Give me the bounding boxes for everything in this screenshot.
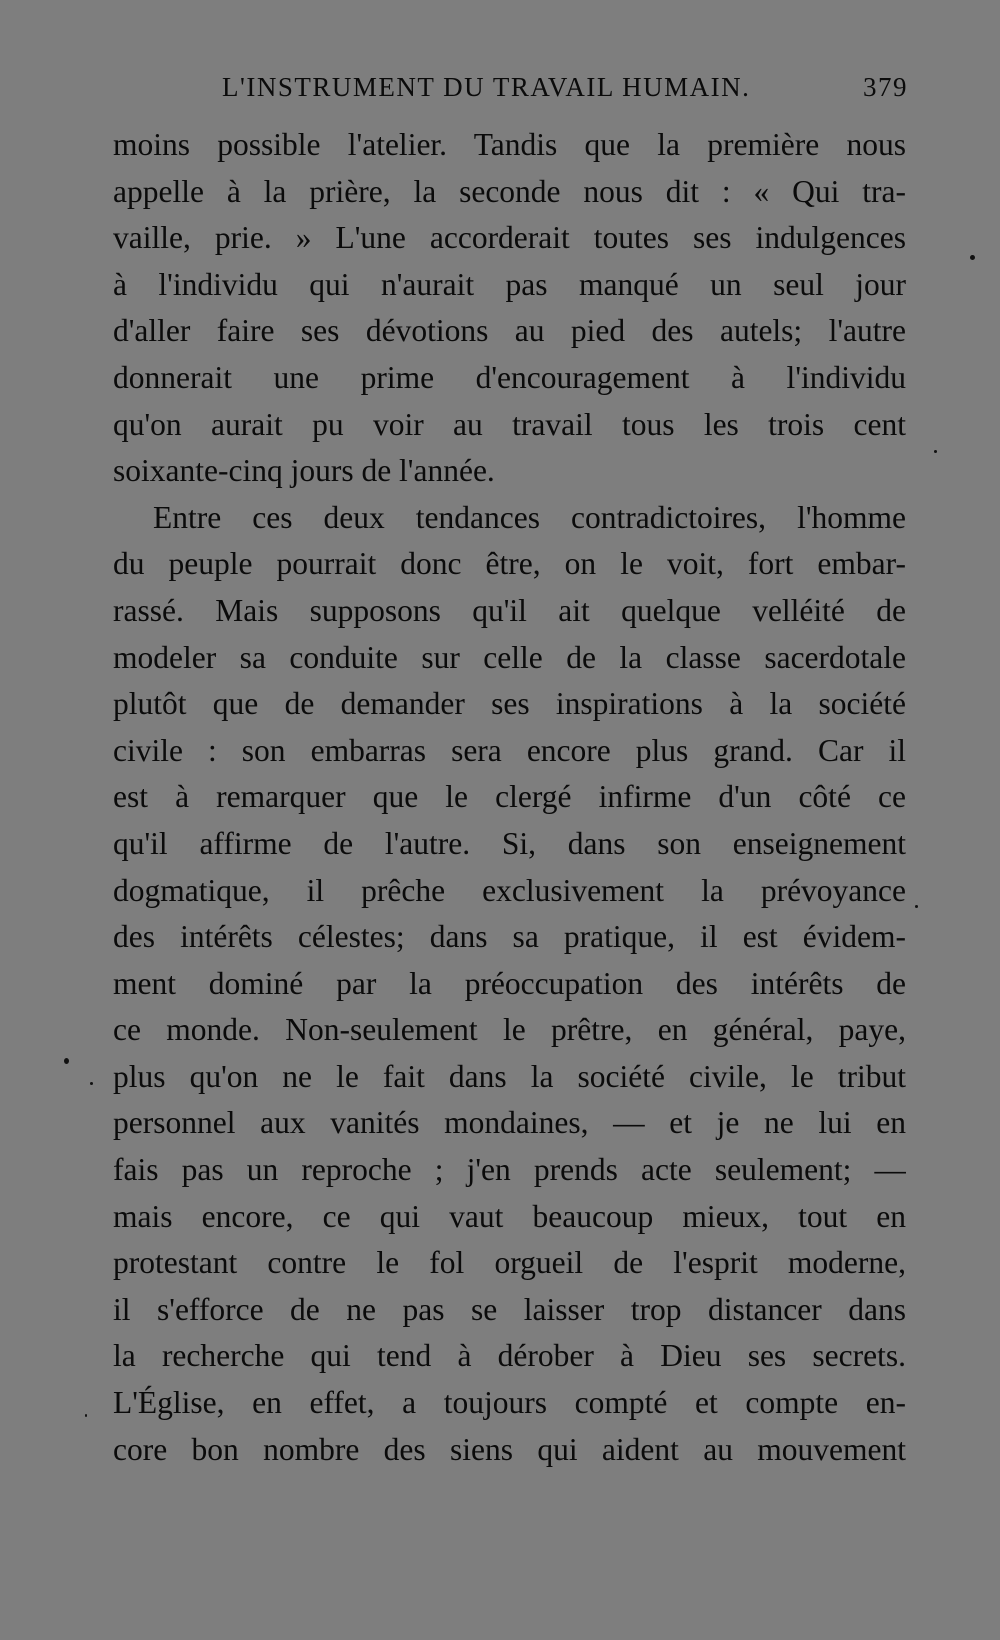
body-text	[113, 122, 906, 1473]
page-header	[222, 72, 908, 112]
scan-speck	[915, 905, 918, 908]
scan-speck	[970, 255, 975, 260]
text-line: plutôt que de demander ses inspirations à la société	[113, 686, 906, 722]
text-line: rassé. Mais supposons qu'il ait quelque velléité de	[113, 592, 906, 628]
scan-speck	[64, 1058, 69, 1064]
text-line: fais pas un reproche ; j'en prends acte seulement; —	[113, 1152, 906, 1188]
text-line: qu'il affirme de l'autre. Si, dans son enseignement	[113, 825, 906, 861]
scan-speck	[85, 1414, 87, 1417]
text-line: appelle à la prière, la seconde nous dit : « Qui tra-	[113, 173, 906, 209]
text-line: core bon nombre des siens qui aident au mouvement	[113, 1431, 906, 1467]
text-line: vaille, prie. » L'une accorderait toutes ses indulgences	[113, 220, 906, 256]
text-line: personnel aux vanités mondaines, — et je ne lui en	[113, 1105, 906, 1141]
text-line: des intérêts célestes; dans sa pratique, il est évidem-	[113, 919, 906, 955]
running-head: L'INSTRUMENT DU TRAVAIL HUMAIN.	[222, 72, 751, 102]
text-line: mais encore, ce qui vaut beaucoup mieux, tout en	[113, 1198, 906, 1234]
text-line: il s'efforce de ne pas se laisser trop distancer dans	[113, 1291, 906, 1327]
text-line: protestant contre le fol orgueil de l'esprit moderne,	[113, 1245, 906, 1281]
text-line: dogmatique, il prêche exclusivement la prévoyance	[113, 872, 906, 908]
text-line: ment dominé par la préoccupation des intérêts de	[113, 965, 906, 1001]
paragraph-start-line: Entre ces deux tendances contradictoires, l'homme	[153, 499, 906, 535]
text-line: modeler sa conduite sur celle de la classe sacerdotale	[113, 639, 906, 675]
text-line: du peuple pourrait donc être, on le voit, fort embar-	[113, 546, 906, 582]
text-line: plus qu'on ne le fait dans la société civile, le tribut	[113, 1058, 906, 1094]
text-line: civile : son embarras sera encore plus grand. Car il	[113, 732, 906, 768]
scan-speck	[934, 450, 937, 453]
text-line: d'aller faire ses dévotions au pied des autels; l'autre	[113, 313, 906, 349]
text-line: la recherche qui tend à dérober à Dieu ses secrets.	[113, 1338, 906, 1374]
text-line: qu'on aurait pu voir au travail tous les trois cent	[113, 406, 906, 442]
text-line: donnerait une prime d'encouragement à l'individu	[113, 359, 906, 395]
scan-speck	[90, 1082, 93, 1085]
text-line: à l'individu qui n'aurait pas manqué un seul jour	[113, 266, 906, 302]
text-line: ce monde. Non-seulement le prêtre, en général, paye,	[113, 1012, 906, 1048]
paragraph-end-line: soixante-cinq jours de l'année.	[113, 453, 495, 489]
text-line: L'Église, en effet, a toujours compté et compte en-	[113, 1385, 906, 1421]
text-line: moins possible l'atelier. Tandis que la première nous	[113, 127, 906, 162]
text-line: est à remarquer que le clergé infirme d'un côté ce	[113, 779, 906, 815]
page-number: 379	[863, 72, 908, 102]
